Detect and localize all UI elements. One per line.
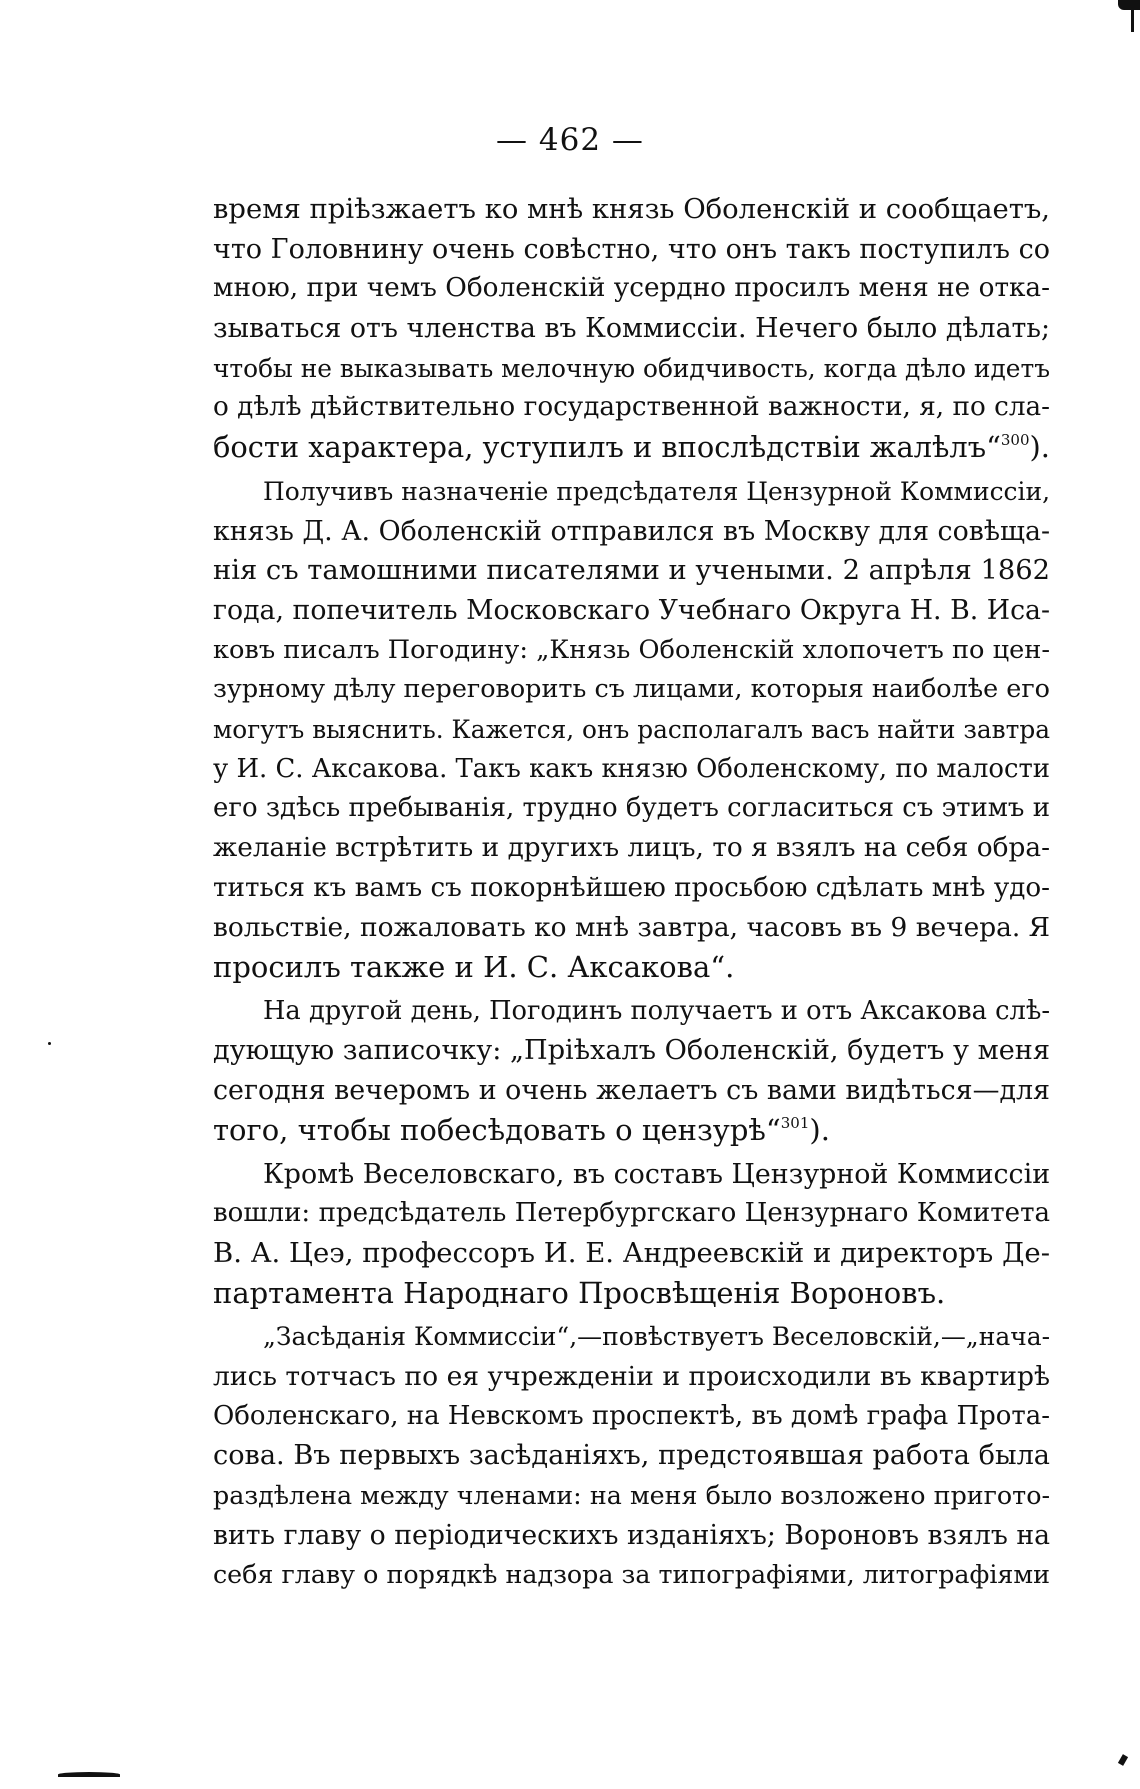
text-line <box>213 472 1050 512</box>
text-line-content: могутъ выяснить. Кажется, онъ располагалъ васъ найти завтра <box>213 714 1050 744</box>
body-text <box>213 190 1050 1595</box>
text-line-content: На другой день, Погодинъ получаетъ и отъ Аксакова слѣ- <box>263 995 1050 1026</box>
text-line <box>213 230 1050 270</box>
text-line <box>213 908 1050 948</box>
scan-artifact <box>58 1772 120 1777</box>
text-line <box>213 1555 1050 1595</box>
text-line <box>213 309 1050 349</box>
text-line-content: „Засѣданія Коммиссіи“,—повѣствуетъ Веселовскій,—„нача- <box>263 1322 1051 1352</box>
text-line-content: раздѣлена между членами: на меня было возложено пригото- <box>213 1480 1050 1510</box>
text-line <box>213 1234 1050 1274</box>
text-line <box>213 349 1050 389</box>
text-line <box>213 591 1050 631</box>
text-line-content: князь Д. А. Оболенскій отправился въ Москву для совѣща- <box>213 515 1051 547</box>
text-line-content: время пріѣзжаетъ ко мнѣ князь Оболенскій и сообщаетъ, <box>213 194 1050 225</box>
text-line <box>213 670 1050 710</box>
text-line-content: лись тотчасъ по ея учрежденіи и происходили въ квартирѣ <box>213 1360 1050 1392</box>
text-line <box>213 869 1050 909</box>
text-line <box>213 1274 1050 1314</box>
text-line <box>213 1194 1050 1234</box>
text-line <box>213 948 1050 988</box>
text-line <box>213 631 1050 671</box>
footnote-reference: 301 <box>780 1113 810 1132</box>
text-line <box>213 1155 1050 1195</box>
text-line-content: года, попечитель Московскаго Учебнаго Округа Н. В. Иса- <box>213 594 1050 626</box>
text-line-content: о дѣлѣ дѣйствительно государственной важности, я, по сла- <box>213 392 1050 423</box>
text-line-content: чтобы не выказывать мелочную обидчивость, когда дѣло идетъ <box>213 353 1050 383</box>
text-line-content: Получивъ назначеніе предсѣдателя Цензурной Коммиссіи, <box>263 476 1051 506</box>
text-line-content: зурному дѣлу переговорить съ лицами, которыя наиболѣе его <box>213 674 1050 705</box>
page-number: — 462 — <box>496 122 644 158</box>
text-line <box>213 789 1050 829</box>
text-line-content: желаніе встрѣтить и другихъ лицъ, то я взялъ на себя обра- <box>213 833 1050 863</box>
text-line <box>213 750 1050 790</box>
text-line-content: ковъ писалъ Погодину: „Князь Оболенскій хлопочетъ по цен- <box>213 634 1050 665</box>
text-line <box>213 551 1050 591</box>
text-line-content: В. А. Цеэ, профессоръ И. Е. Андреевскій и директоръ Де- <box>213 1236 1050 1269</box>
text-line <box>213 1317 1050 1357</box>
text-line <box>213 428 1050 468</box>
text-line-content: бости характера, уступилъ и впослѣдствіи жалѣлъ“ <box>213 430 1001 465</box>
text-line <box>213 1516 1050 1556</box>
text-line-content: нія съ тамошними писателями и учеными. 2 апрѣля 1862 <box>213 555 1050 587</box>
text-line <box>213 710 1050 750</box>
text-line-content: Оболенскаго, на Невскомъ проспектѣ, въ домѣ графа Прота- <box>213 1400 1050 1431</box>
text-line <box>213 388 1050 428</box>
text-line-content: вошли: предсѣдатель Петербургскаго Цензурнаго Комитета <box>213 1198 1050 1229</box>
scan-speck <box>48 1042 51 1045</box>
footnote-reference: 300 <box>1000 431 1030 450</box>
scan-artifact <box>1118 0 1140 10</box>
text-line-content: у И. С. Аксакова. Такъ какъ князю Оболенскому, по малости <box>213 753 1050 784</box>
text-line-content: дующую записочку: „Пріѣхалъ Оболенскій, будетъ у меня <box>213 1035 1050 1067</box>
text-line-content: сегодня вечеромъ и очень желаетъ съ вами видѣться—для <box>213 1075 1050 1107</box>
text-line-content: что Головнину очень совѣстно, что онъ такъ поступилъ со <box>213 233 1050 265</box>
text-line <box>213 992 1050 1032</box>
text-line <box>213 829 1050 869</box>
text-line-tail: ). <box>1029 430 1050 465</box>
text-line-content: того, чтобы побесѣдовать о цензурѣ“ <box>213 1112 781 1147</box>
text-line <box>213 1476 1050 1516</box>
scan-artifact <box>1131 10 1134 32</box>
text-line-content: просилъ также и И. С. Аксакова“. <box>213 950 735 985</box>
text-line <box>213 190 1050 230</box>
text-line-tail: ). <box>809 1112 830 1147</box>
scan-artifact <box>1118 1754 1128 1766</box>
text-line <box>213 1031 1050 1071</box>
text-line <box>213 1436 1050 1476</box>
text-line <box>213 1111 1050 1151</box>
text-line-content: Кромѣ Веселовскаго, въ составъ Цензурной Коммиссіи <box>263 1158 1051 1190</box>
text-line-content: его здѣсь пребыванія, трудно будетъ согласиться съ этимъ и <box>213 793 1050 824</box>
text-line-content: партамента Народнаго Просвѣщенія Вороновъ. <box>213 1275 946 1310</box>
text-line-content: мною, при чемъ Оболенскій усердно просилъ меня не отка- <box>213 273 1050 304</box>
text-line-content: вить главу о періодическихъ изданіяхъ; Вороновъ взялъ на <box>213 1519 1050 1551</box>
text-line <box>213 1071 1050 1111</box>
text-line <box>213 512 1050 552</box>
text-line-content: зываться отъ членства въ Коммиссіи. Нечего было дѣлать; <box>213 313 1050 345</box>
text-line-content: себя главу о порядкѣ надзора за типографіями, литографіями <box>213 1559 1050 1590</box>
text-line-content: вольствіе, пожаловать ко мнѣ завтра, часовъ въ 9 вечера. Я <box>213 912 1050 944</box>
text-line <box>213 269 1050 309</box>
text-line <box>213 1397 1050 1437</box>
text-line-content: сова. Въ первыхъ засѣданіяхъ, предстоявшая работа была <box>213 1440 1050 1472</box>
text-line <box>213 1357 1050 1397</box>
text-line-content: титься къ вамъ съ покорнѣйшею просьбою сдѣлать мнѣ удо- <box>213 872 1050 903</box>
